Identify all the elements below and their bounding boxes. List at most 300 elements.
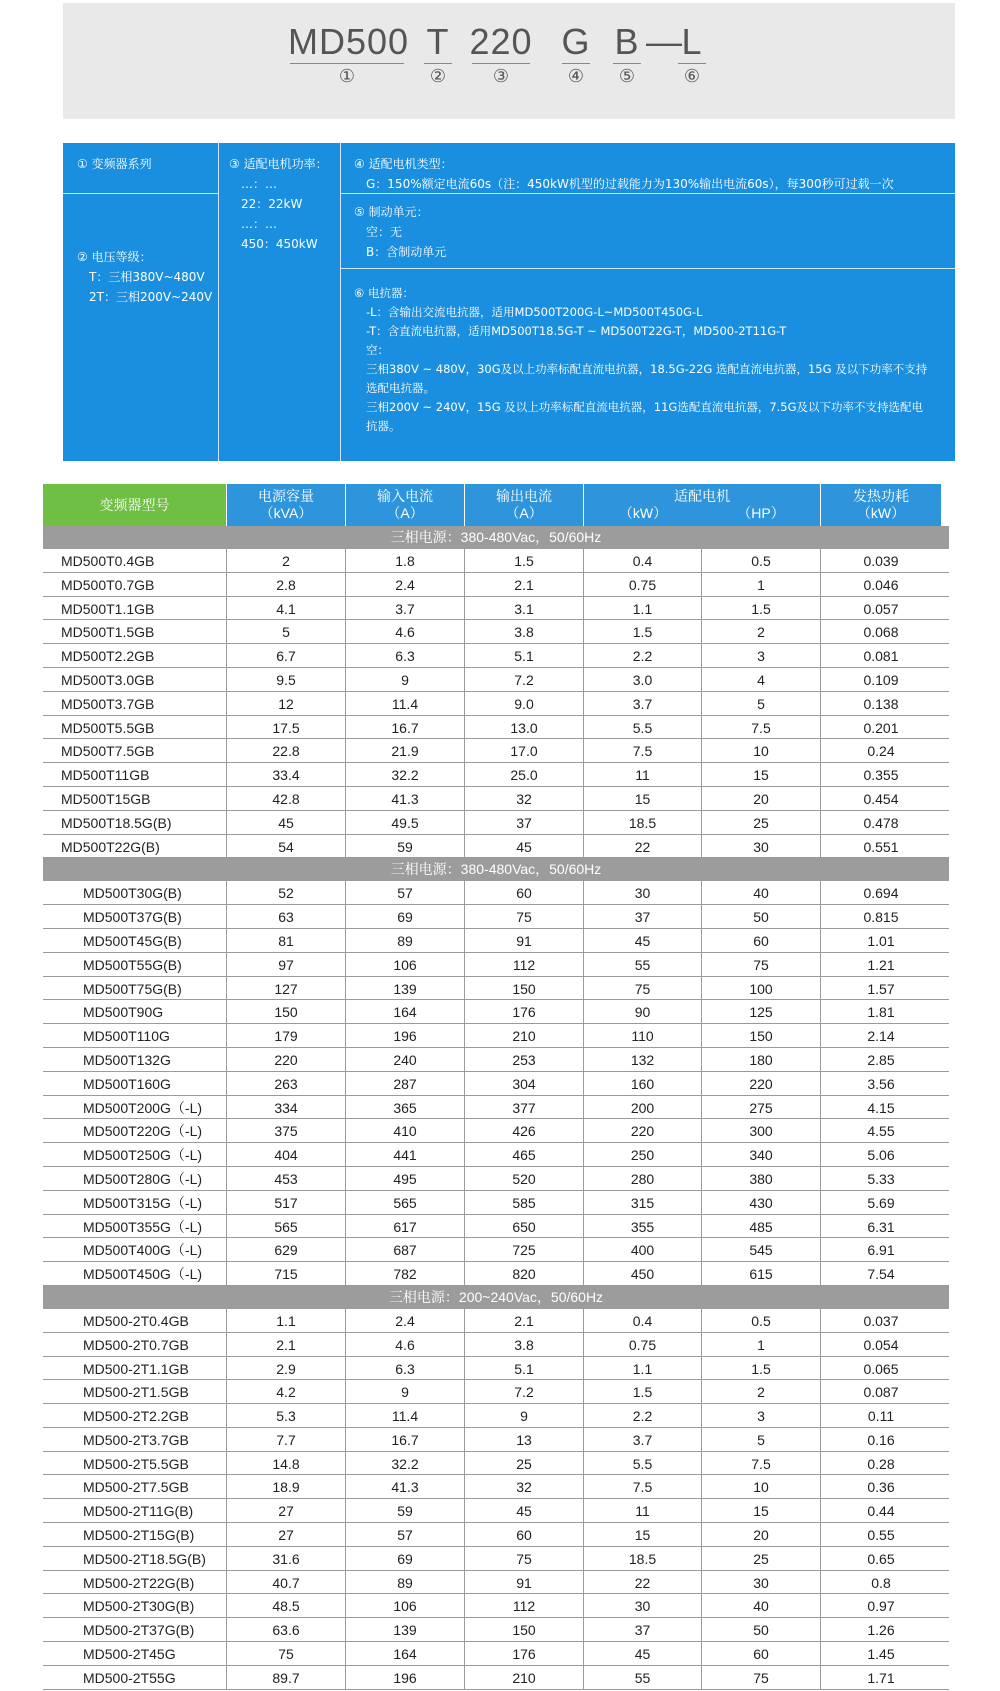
cell-capacity: 7.7 [276, 1431, 296, 1448]
cell-motor-kw: 400 [630, 1242, 655, 1259]
cell-model: MD500T132G [83, 1051, 171, 1068]
cell-capacity: 2.9 [276, 1360, 296, 1377]
cell-motor-hp: 20 [753, 790, 769, 807]
cell-input-current: 410 [393, 1123, 417, 1140]
legend-power: ③ 适配电机功率： …：… 22：22kW …：… 450：450kW [229, 157, 328, 251]
table-row [43, 1499, 949, 1523]
table-row [43, 1191, 949, 1215]
cell-heat-loss: 0.057 [863, 600, 899, 617]
cell-heat-loss: 0.551 [863, 838, 899, 855]
cell-motor-kw: 30 [634, 885, 651, 902]
cell-output-current: 3.8 [514, 1336, 534, 1353]
cell-capacity: 517 [274, 1194, 298, 1211]
cell-output-current: 2.1 [514, 1312, 534, 1329]
cell-output-current: 520 [512, 1170, 536, 1187]
cell-capacity: 4.2 [276, 1384, 296, 1401]
cell-output-current: 60 [516, 885, 532, 902]
table-row [43, 1024, 949, 1048]
cell-output-current: 7.2 [514, 1384, 534, 1401]
cell-motor-hp: 3 [757, 1408, 765, 1425]
cell-motor-kw: 0.75 [628, 1336, 657, 1353]
legend-series: ① 变频器系列 [77, 157, 152, 171]
cell-heat-loss: 0.478 [863, 814, 899, 831]
cell-capacity: 565 [274, 1218, 298, 1235]
cell-motor-hp: 7.5 [751, 1455, 771, 1472]
cell-output-current: 45 [516, 1503, 532, 1520]
table-row [43, 1072, 949, 1096]
cell-input-current: 196 [393, 1028, 417, 1045]
cell-input-current: 57 [397, 885, 413, 902]
cell-heat-loss: 0.65 [867, 1550, 895, 1567]
spec-table [43, 484, 949, 1690]
cell-capacity: 27 [278, 1527, 294, 1544]
cell-model: MD500T18.5G(B) [61, 814, 172, 831]
cell-input-current: 106 [393, 1598, 417, 1615]
cell-motor-hp: 0.5 [751, 553, 771, 569]
cell-heat-loss: 0.11 [867, 1408, 895, 1425]
cell-input-current: 57 [397, 1527, 413, 1544]
cell-input-current: 1.8 [395, 553, 415, 569]
table-row [43, 1238, 949, 1262]
cell-output-current: 150 [512, 1622, 536, 1639]
cell-motor-kw: 11 [635, 767, 650, 784]
cell-motor-hp: 4 [757, 671, 765, 688]
cell-input-current: 6.3 [395, 648, 415, 665]
cell-motor-hp: 5 [757, 1431, 765, 1448]
cell-output-current: 5.1 [514, 1360, 534, 1377]
cell-input-current: 495 [393, 1170, 417, 1187]
model-code-panel [63, 3, 955, 119]
cell-input-current: 89 [397, 932, 413, 949]
cell-input-current: 2.4 [395, 1312, 415, 1329]
cell-input-current: 11.4 [391, 695, 419, 712]
cell-motor-kw: 132 [630, 1051, 655, 1068]
cell-motor-kw: 1.1 [632, 600, 653, 617]
cell-motor-hp: 150 [749, 1028, 773, 1045]
cell-heat-loss: 5.33 [867, 1170, 895, 1187]
cell-motor-kw: 3.7 [632, 695, 653, 712]
cell-output-current: 210 [512, 1028, 536, 1045]
cell-heat-loss: 0.815 [863, 909, 899, 926]
cell-motor-hp: 75 [753, 956, 769, 973]
cell-heat-loss: 0.454 [863, 790, 899, 807]
cell-output-current: 3.8 [514, 624, 534, 641]
cell-motor-hp: 1 [757, 1336, 765, 1353]
cell-capacity: 715 [274, 1266, 298, 1283]
cell-heat-loss: 1.26 [867, 1622, 895, 1639]
table-row [43, 811, 949, 835]
legend-reactor: ⑥ 电抗器： -L：含输出交流电抗器，适用MD500T200G-L~MD500T450G-L -T：含直流电抗器，适用MD500T18.5G-T ~ MD500T22G-T，MD500-2T11G-T 空： 三相380V ~ 480V，30G及以上功率标配直流电抗器，18.5G-22G 选配直流电抗器，15G 及以下功率不支持 选配电抗器。 三相200V ~ 240V，15G 及以上功率标配直流电抗器，11G选配直流电抗器，7.5G及以下功率不支持选配电 抗器。 [354, 286, 928, 433]
cell-output-current: 7.2 [514, 671, 534, 688]
cell-output-current: 465 [512, 1147, 536, 1164]
cell-motor-kw: 220 [630, 1123, 655, 1140]
table-row [43, 1547, 949, 1571]
table-row [43, 1571, 949, 1595]
cell-capacity: 89.7 [272, 1669, 300, 1686]
section-header: 三相电源：200~240Vac，50/60Hz [43, 1286, 949, 1309]
cell-capacity: 5 [282, 624, 290, 641]
cell-capacity: 42.8 [272, 790, 300, 807]
cell-capacity: 54 [278, 838, 294, 855]
cell-output-current: 585 [512, 1194, 536, 1211]
cell-capacity: 2 [282, 553, 290, 569]
cell-capacity: 97 [278, 956, 294, 973]
cell-heat-loss: 1.21 [867, 956, 895, 973]
cell-model: MD500-2T1.1GB [83, 1360, 189, 1377]
cell-input-current: 21.9 [391, 743, 419, 760]
cell-motor-hp: 125 [749, 1004, 773, 1021]
cell-motor-kw: 1.5 [632, 1384, 653, 1401]
cell-output-current: 91 [516, 932, 532, 949]
cell-output-current: 150 [512, 980, 536, 997]
table-row [43, 929, 949, 953]
cell-capacity: 75 [278, 1646, 294, 1663]
cell-output-current: 25.0 [510, 767, 538, 784]
cell-motor-kw: 37 [634, 909, 651, 926]
cell-heat-loss: 1.71 [867, 1669, 895, 1686]
cell-output-current: 725 [512, 1242, 536, 1259]
cell-motor-hp: 1 [757, 576, 765, 593]
cell-heat-loss: 0.355 [863, 767, 899, 784]
cell-motor-kw: 30 [634, 1598, 651, 1615]
cell-capacity: 150 [274, 1004, 298, 1021]
cell-input-current: 16.7 [391, 1431, 419, 1448]
cell-heat-loss: 0.068 [863, 624, 899, 641]
cell-output-current: 13.0 [510, 719, 538, 736]
cell-capacity: 629 [274, 1242, 298, 1259]
cell-motor-kw: 22 [634, 838, 651, 855]
cell-motor-hp: 485 [749, 1218, 773, 1235]
cell-motor-hp: 50 [753, 909, 769, 926]
cell-capacity: 2.1 [276, 1336, 296, 1353]
cell-motor-hp: 2 [757, 624, 765, 641]
cell-motor-hp: 615 [749, 1266, 773, 1283]
cell-model: MD500-2T45G [83, 1646, 176, 1663]
cell-capacity: 33.4 [272, 767, 300, 784]
cell-motor-hp: 15 [753, 767, 769, 784]
cell-model: MD500T315G（-L) [83, 1194, 203, 1211]
cell-motor-kw: 355 [630, 1218, 655, 1235]
cell-model: MD500T30G(B) [83, 885, 182, 902]
cell-motor-hp: 60 [753, 1646, 769, 1663]
cell-motor-hp: 430 [749, 1194, 773, 1211]
cell-model: MD500-2T0.7GB [83, 1336, 189, 1353]
cell-model: MD500-2T0.4GB [83, 1312, 189, 1329]
table-row [43, 739, 949, 763]
cell-heat-loss: 0.065 [863, 1360, 899, 1377]
cell-model: MD500T1.1GB [61, 600, 155, 617]
cell-output-current: 2.1 [514, 576, 534, 593]
cell-capacity: 45 [278, 814, 294, 831]
cell-model: MD500T2.2GB [61, 648, 155, 665]
cell-motor-kw: 160 [630, 1075, 655, 1092]
cell-model: MD500-2T22G(B) [83, 1574, 195, 1591]
cell-motor-hp: 220 [749, 1075, 773, 1092]
cell-input-current: 41.3 [391, 790, 419, 807]
cell-model: MD500-2T1.5GB [83, 1384, 189, 1401]
cell-motor-hp: 60 [753, 932, 769, 949]
cell-input-current: 49.5 [391, 814, 419, 831]
cell-input-current: 196 [393, 1669, 417, 1686]
cell-capacity: 48.5 [272, 1598, 300, 1615]
cell-motor-kw: 15 [634, 790, 651, 807]
cell-motor-hp: 545 [749, 1242, 773, 1259]
header-model: 变频器型号 [43, 484, 226, 526]
cell-motor-kw: 15 [634, 1527, 651, 1544]
cell-input-current: 139 [393, 980, 417, 997]
cell-output-current: 820 [512, 1266, 536, 1283]
legend-brake: ⑤ 制动单元： 空：无 B：含制动单元 [354, 205, 447, 259]
cell-output-current: 9.0 [514, 695, 534, 712]
cell-output-current: 32 [516, 790, 532, 807]
cell-capacity: 375 [274, 1123, 298, 1140]
cell-capacity: 404 [274, 1147, 298, 1164]
table-row [43, 597, 949, 621]
cell-motor-kw: 18.5 [628, 1550, 657, 1567]
cell-heat-loss: 0.55 [867, 1527, 895, 1544]
cell-capacity: 1.1 [276, 1312, 296, 1329]
cell-model: MD500T355G（-L) [83, 1218, 203, 1235]
cell-input-current: 164 [393, 1004, 417, 1021]
cell-heat-loss: 0.97 [867, 1598, 895, 1615]
cell-heat-loss: 0.8 [871, 1574, 891, 1591]
cell-motor-hp: 1.5 [751, 600, 771, 617]
cell-output-current: 112 [512, 956, 536, 973]
table-row [43, 1333, 949, 1357]
cell-capacity: 27 [278, 1503, 294, 1520]
cell-motor-hp: 10 [753, 1479, 769, 1496]
cell-heat-loss: 1.57 [867, 980, 895, 997]
cell-model: MD500T90G [83, 1004, 164, 1021]
cell-model: MD500T7.5GB [61, 743, 155, 760]
code-separator: — [646, 21, 683, 62]
cell-input-current: 617 [393, 1218, 417, 1235]
cell-capacity: 63.6 [272, 1622, 300, 1639]
cell-model: MD500-2T3.7GB [83, 1431, 189, 1448]
cell-input-current: 287 [393, 1075, 417, 1092]
table-row [43, 835, 949, 859]
cell-output-current: 426 [512, 1123, 536, 1140]
cell-motor-hp: 3 [757, 648, 765, 665]
table-row [43, 1404, 949, 1428]
cell-motor-kw: 7.5 [632, 1479, 653, 1496]
section-header: 三相电源：380-480Vac，50/60Hz [43, 858, 949, 881]
table-row [43, 1475, 949, 1499]
cell-input-current: 106 [393, 956, 417, 973]
cell-model: MD500T250G（-L) [83, 1147, 203, 1164]
cell-model: MD500T280G（-L) [83, 1170, 203, 1187]
cell-motor-hp: 2 [757, 1384, 765, 1401]
cell-model: MD500T110G [83, 1028, 170, 1045]
cell-model: MD500T1.5GB [61, 624, 155, 641]
cell-motor-kw: 5.5 [632, 1455, 653, 1472]
cell-heat-loss: 0.201 [863, 719, 899, 736]
cell-heat-loss: 2.85 [867, 1051, 895, 1068]
cell-motor-kw: 250 [630, 1147, 655, 1164]
cell-capacity: 220 [274, 1051, 298, 1068]
cell-capacity: 81 [278, 932, 294, 949]
cell-model: MD500T3.7GB [61, 695, 155, 712]
section-header: 三相电源：380-480Vac，50/60Hz [43, 526, 949, 549]
table-row [43, 1215, 949, 1239]
table-row [43, 692, 949, 716]
cell-model: MD500-2T55G [83, 1669, 176, 1686]
cell-model: MD500-2T2.2GB [83, 1408, 189, 1425]
cell-output-current: 60 [516, 1527, 532, 1544]
cell-capacity: 263 [274, 1075, 298, 1092]
cell-capacity: 453 [274, 1170, 298, 1187]
table-row [43, 787, 949, 811]
table-row [43, 977, 949, 1001]
cell-heat-loss: 0.054 [863, 1336, 899, 1353]
cell-output-current: 377 [512, 1099, 536, 1116]
cell-output-current: 176 [512, 1646, 536, 1663]
cell-input-current: 4.6 [395, 624, 415, 641]
table-row [43, 1309, 949, 1333]
cell-motor-kw: 110 [631, 1028, 654, 1045]
table-row [43, 1452, 949, 1476]
table-row [43, 573, 949, 597]
header-motor: 适配电机 （kW） （HP） [584, 484, 820, 526]
table-row [43, 1119, 949, 1143]
table-row [43, 1048, 949, 1072]
cell-motor-kw: 0.4 [632, 553, 653, 569]
cell-input-current: 59 [397, 1503, 413, 1520]
cell-input-current: 3.7 [395, 600, 415, 617]
code-segment-power: 220 ③ [469, 21, 533, 87]
cell-motor-hp: 340 [749, 1147, 773, 1164]
cell-heat-loss: 0.16 [867, 1431, 895, 1448]
cell-motor-hp: 40 [753, 1598, 769, 1615]
cell-motor-hp: 75 [753, 1669, 769, 1686]
cell-input-current: 89 [397, 1574, 413, 1591]
cell-model: MD500-2T37G(B) [83, 1622, 195, 1639]
cell-model: MD500-2T7.5GB [83, 1479, 189, 1496]
table-row [43, 1594, 949, 1618]
cell-motor-hp: 380 [749, 1170, 773, 1187]
cell-input-current: 69 [397, 909, 413, 926]
cell-heat-loss: 0.046 [863, 576, 899, 593]
cell-motor-hp: 25 [753, 814, 769, 831]
cell-motor-hp: 275 [749, 1099, 773, 1116]
cell-motor-kw: 22 [634, 1574, 651, 1591]
cell-model: MD500-2T15G(B) [83, 1527, 195, 1544]
cell-model: MD500T3.0GB [61, 671, 155, 688]
cell-motor-kw: 0.75 [628, 576, 657, 593]
table-row [43, 620, 949, 644]
cell-model: MD500T55G(B) [83, 956, 182, 973]
cell-model: MD500-2T5.5GB [83, 1455, 189, 1472]
table-row [43, 549, 949, 573]
cell-capacity: 179 [274, 1028, 298, 1045]
cell-output-current: 210 [512, 1669, 536, 1686]
cell-output-current: 112 [512, 1598, 536, 1615]
cell-motor-hp: 1.5 [751, 1360, 771, 1377]
cell-motor-hp: 7.5 [751, 719, 771, 736]
cell-heat-loss: 0.109 [863, 671, 899, 688]
cell-motor-hp: 50 [753, 1622, 769, 1639]
cell-input-current: 6.3 [395, 1360, 415, 1377]
cell-motor-kw: 5.5 [632, 719, 653, 736]
cell-motor-kw: 2.2 [632, 648, 653, 665]
cell-capacity: 52 [278, 885, 294, 902]
table-row [43, 953, 949, 977]
table-row [43, 763, 949, 787]
cell-model: MD500T75G(B) [83, 980, 182, 997]
code-segment-brake: B ⑤ [614, 21, 640, 87]
cell-motor-kw: 7.5 [632, 743, 653, 760]
legend-motor-type: ④ 适配电机类型： G：150%额定电流60s（注：450kW机型的过载能力为130%输出电流60s），每300秒可过载一次 [354, 157, 894, 191]
legend-voltage: ② 电压等级： T：三相380V~480V 2T：三相200V~240V [77, 250, 213, 304]
table-row [43, 1523, 949, 1547]
table-row [43, 1143, 949, 1167]
cell-heat-loss: 4.15 [867, 1099, 895, 1116]
cell-heat-loss: 0.28 [867, 1455, 895, 1472]
cell-motor-hp: 40 [753, 885, 769, 902]
cell-capacity: 2.8 [276, 576, 296, 593]
cell-input-current: 240 [393, 1051, 417, 1068]
table-row [43, 1618, 949, 1642]
cell-motor-hp: 100 [749, 980, 773, 997]
cell-model: MD500T220G（-L) [83, 1123, 203, 1140]
cell-capacity: 40.7 [272, 1574, 300, 1591]
cell-output-current: 253 [512, 1051, 536, 1068]
cell-input-current: 565 [393, 1194, 417, 1211]
cell-motor-kw: 18.5 [628, 814, 657, 831]
table-row [43, 1000, 949, 1024]
cell-motor-kw: 37 [634, 1622, 651, 1639]
cell-input-current: 32.2 [391, 1455, 419, 1472]
header-capacity: 电源容量 （kVA） [227, 484, 345, 526]
table-row [43, 881, 949, 905]
cell-heat-loss: 0.44 [867, 1503, 895, 1520]
cell-capacity: 12 [278, 695, 294, 712]
table-row [43, 1096, 949, 1120]
header-output-current: 输出电流 （A） [465, 484, 583, 526]
cell-model: MD500T5.5GB [61, 719, 155, 736]
cell-input-current: 11.4 [391, 1408, 419, 1425]
cell-output-current: 17.0 [510, 743, 538, 760]
cell-heat-loss: 1.45 [867, 1646, 895, 1663]
cell-heat-loss: 0.037 [863, 1312, 899, 1329]
cell-model: MD500T0.4GB [61, 553, 155, 569]
table-row [43, 1262, 949, 1286]
cell-motor-kw: 55 [634, 956, 651, 973]
cell-motor-hp: 20 [753, 1527, 769, 1544]
cell-capacity: 127 [274, 980, 298, 997]
code-segment-series: MD500 ① [288, 21, 410, 87]
table-row [43, 644, 949, 668]
cell-input-current: 365 [393, 1099, 417, 1116]
code-segment-motor-type: G ④ [561, 21, 591, 87]
cell-output-current: 37 [516, 814, 532, 831]
cell-capacity: 22.8 [272, 743, 300, 760]
cell-model: MD500T11GB [61, 767, 150, 784]
table-row [43, 716, 949, 740]
cell-input-current: 164 [393, 1646, 417, 1663]
cell-input-current: 32.2 [391, 767, 419, 784]
cell-heat-loss: 0.039 [863, 553, 899, 569]
cell-heat-loss: 6.91 [867, 1242, 895, 1259]
cell-motor-kw: 55 [634, 1669, 651, 1686]
cell-input-current: 69 [397, 1550, 413, 1567]
cell-heat-loss: 0.694 [863, 885, 899, 902]
cell-motor-kw: 0.4 [632, 1312, 653, 1329]
cell-input-current: 687 [393, 1242, 417, 1259]
cell-motor-kw: 75 [634, 980, 651, 997]
cell-motor-kw: 45 [634, 1646, 651, 1663]
cell-input-current: 441 [393, 1147, 417, 1164]
